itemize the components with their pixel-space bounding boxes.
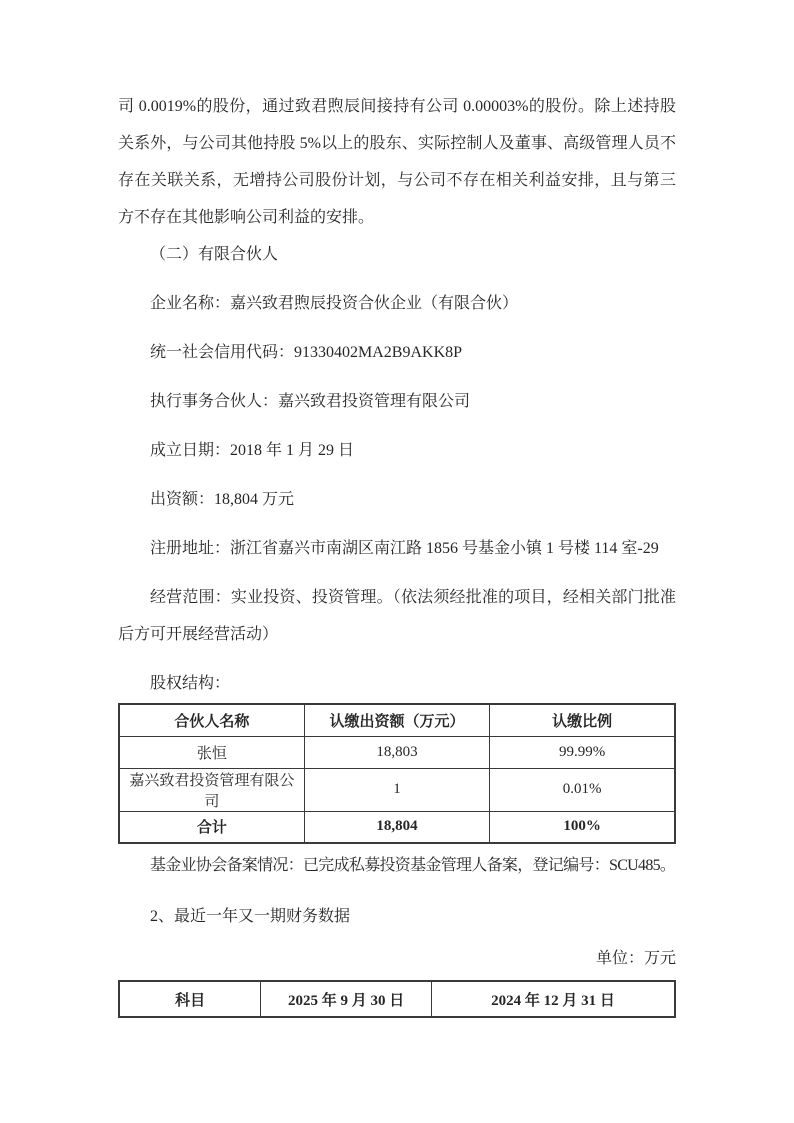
field-executive-partner: 执行事务合伙人：嘉兴致君投资管理有限公司 <box>150 393 471 410</box>
field-credit-code: 统一社会信用代码：91330402MA2B9AKK8P <box>150 344 463 361</box>
col-header-subscribed-ratio: 认缴比例 <box>490 704 675 736</box>
col-header-subject: 科目 <box>119 981 261 1017</box>
cell-subscribed-ratio: 99.99% <box>490 736 675 768</box>
financial-table-header-row <box>119 981 675 1017</box>
field-registered-address: 注册地址：浙江省嘉兴市南湖区南江路 1856 号基金小镇 1 号楼 114 室-29 <box>150 540 659 557</box>
financial-data-table <box>118 980 676 1018</box>
cell-subscribed-capital: 18,803 <box>304 736 489 768</box>
table-row <box>119 736 675 768</box>
equity-table-header-row <box>119 704 675 736</box>
table-row <box>119 768 675 811</box>
col-header-subscribed-capital: 认缴出资额（万元） <box>304 704 489 736</box>
table-total-row <box>119 811 675 843</box>
cell-partner-name: 嘉兴致君投资管理有限公司 <box>119 768 304 811</box>
cell-partner-name: 张恒 <box>119 736 304 768</box>
paragraph-business-scope: 经营范围：实业投资、投资管理。（依法须经批准的项目，经相关部门批准后方可开展经营活动） <box>118 589 676 643</box>
heading-financial-data: 2、最近一年又一期财务数据 <box>150 908 351 925</box>
col-header-partner-name: 合伙人名称 <box>119 704 304 736</box>
paragraph-shareholding: 司 0.0019%的股份，通过致君煦辰间接持有公司 0.00003%的股份。除上述持股关系外，与公司其他持股 5%以上的股东、实际控制人及董事、高级管理人员不存在关联关系，无增持公司股份计划，与公司不存在相关利益安排，且与第三方不存在其他影响公司利益的安排。 <box>118 98 676 226</box>
col-header-date-2024-12-31: 2024 年 12 月 31 日 <box>431 981 675 1017</box>
cell-total-capital: 18,804 <box>304 811 489 843</box>
cell-subscribed-ratio: 0.01% <box>490 768 675 811</box>
section-heading-limited-partner: （二）有限合伙人 <box>150 246 279 263</box>
field-establishment-date: 成立日期：2018 年 1 月 29 日 <box>150 442 355 459</box>
unit-note: 单位：万元 <box>595 950 676 967</box>
field-enterprise-name: 企业名称：嘉兴致君煦辰投资合伙企业（有限合伙） <box>150 295 519 312</box>
equity-structure-table <box>118 703 676 844</box>
cell-total-label: 合计 <box>119 811 304 843</box>
cell-total-ratio: 100% <box>490 811 675 843</box>
document-content <box>118 0 676 1018</box>
field-capital-contribution: 出资额：18,804 万元 <box>150 491 295 508</box>
label-equity-structure: 股权结构： <box>150 675 231 692</box>
col-header-date-2025-09-30: 2025 年 9 月 30 日 <box>261 981 432 1017</box>
filing-note: 基金业协会备案情况：已完成私募投资基金管理人备案，登记编号：SCU485。 <box>150 857 676 874</box>
cell-subscribed-capital: 1 <box>304 768 489 811</box>
